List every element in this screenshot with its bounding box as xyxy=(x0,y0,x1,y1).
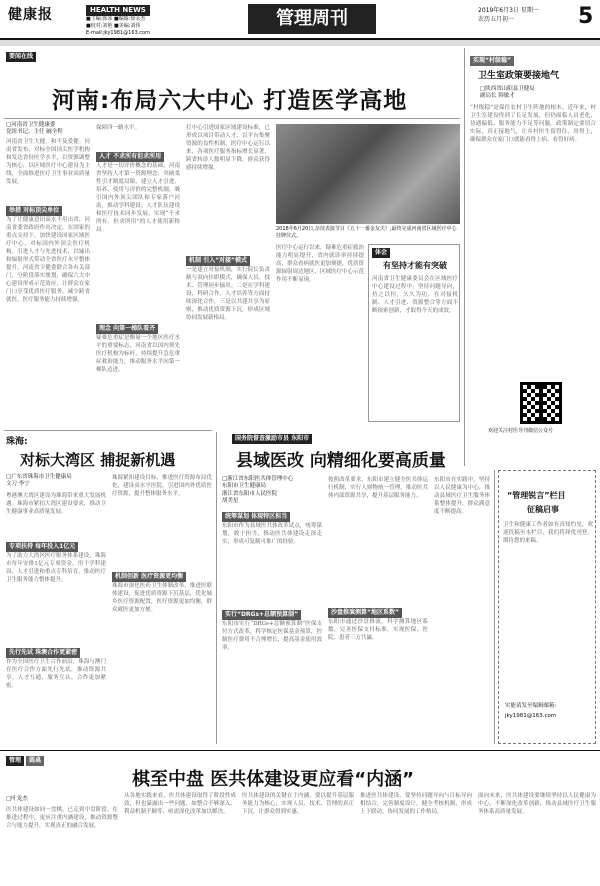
lead-text-col2b: 人才是一切评价概念的基础。河南省坚持人才第一资源理念，突破柔性引才制度局限，建立人才引进、培养、使用与评价的完整机制，吸引国内外顶尖团队和专家落户河南，推动学科建设、人才队伍建设和医疗技术同步发展，实现“不求所有，但求所用”的人才使用新格局。 xyxy=(96,163,180,233)
zhuhai-tag: 珠海: xyxy=(6,437,28,447)
section-en-label: HEALTH NEWS xyxy=(86,5,150,16)
bottom-text-1: 医共体建设如同一盘棋，已走到中盘阶段。在推进过程中，更应注重内涵建设，推动资源整合与能力提升，实现真正的融合发展。 xyxy=(6,807,118,829)
zhuhai-text-2: 为了助力大湾区医疗服务体系建设，珠海市每年安排1亿元专项资金，用于学科建设、人才引进和重点专科培育，推动医疗卫生服务能力整体提升。 xyxy=(6,553,106,583)
zhuhai-text-5: 珠海市深化医药卫生体制改革，推进医联体建设，促进优质资源下沉基层，优化城乡医疗资源配置，医疗资源更加均衡，群众就医更加方便。 xyxy=(112,583,212,613)
lead-text-col3: 打中心引进国家区域建设标准，已形成以项目带动人才、以平台集聚资源的良性机制。医疗中心运行以来，各项医疗服务指标增长显著，跨省转诊人数明显下降，群众获得感持续增强。 xyxy=(186,125,270,171)
lead-box-tag: 体会 xyxy=(372,248,390,258)
county-section-2: 实行“DRGs+总额预算制” xyxy=(222,608,301,622)
lead-text-col1b: 为了让健康意识高水不用出省，河南省委省政府作出决定，在国家的重点支持下，加快建设国家区域医疗中心，对标国内外顶尖医疗机构，引进人才与先进技术，以输出和辐射形式带动全省医疗水平整体提升。河南省卫健委联合各有关部门，分阶段落实规划，确保六大中心建设形成示范效应，让群众在家门口享受优质医疗服务，减少跨省就医，医疗服务能力持续增强。 xyxy=(6,217,90,303)
lead-box-text: 河南省卫生健康委员会在区域医疗中心建设过程中，坚持问题导向，持之以恒，久久为功，在对接机制、人才引进、资源整合等方面不断探索创新，才取得今天的成效。 xyxy=(372,276,458,314)
lunar-date: 农历五月初一 xyxy=(478,16,515,23)
lead-photo-caption: 2018年6月20日,杂技表演节目《五十一番金友夫》,最终完成河南省区域医疗中心挂牌仪式。 xyxy=(276,226,457,239)
editor-line: ■主编:韩冰 ■编辑:徐永杰 xyxy=(86,16,146,22)
county-text-1: 东阳市作为县域医共体改革试点，统筹谋划，敢于担当，推动医共体建设走深走实，形成可复制可推广的经验。 xyxy=(222,523,322,545)
bottom-tag: 管理 圆桌 xyxy=(6,756,44,766)
divider xyxy=(4,430,212,431)
issue-date: 2019年6月3日 xyxy=(478,7,519,14)
header-subrule xyxy=(0,40,600,46)
county-text-4: 东阳市通过沙盘推演，科学测算地区系数，完善医保支付标准，实现医保、医院、患者三方共赢。 xyxy=(328,619,428,641)
zhuhai-text-3: 作为全国医疗卫生合作前沿，珠海与澳门在医疗合作方面先行先试，推动资源共享、人才互通、服务互认，合作更加紧密。 xyxy=(6,659,106,689)
lead-box-title: 有坚持才能有突破 xyxy=(383,261,447,270)
zhuhai-headline: 对标大湾区 捕捉新机遇 xyxy=(20,451,176,469)
lead-photo xyxy=(276,124,460,224)
right-top-tag: 实现“村级稳” xyxy=(470,56,514,66)
bottom-text-2: 从各地实践来看，医共体建设取得了阶段性成效，但也暴露出一些问题，如整合不够深入、利益机制不顺等，亟需深化改革加以解决。 xyxy=(124,793,236,815)
column-notice-subtitle: 征稿启事 xyxy=(527,505,559,514)
editor-email: E-mail:jky1981@163.com xyxy=(86,30,150,36)
county-section-3: 沙盘推演测算“地区系数” xyxy=(328,606,402,620)
lead-section-1: 举措 对标顶尖单位 xyxy=(6,204,62,218)
qr-caption: 欢迎关注村医导刊微信公众号 xyxy=(488,428,554,434)
lead-headline: 河南:布局六大中心 打造医学高地 xyxy=(52,88,408,114)
zhuhai-byline: □广东省珠海市卫生健康局 文刀 李宁 xyxy=(6,474,72,488)
lead-text-col4: 医疗中心运行以来，疑难危重症救治能力明显提升，省内就诊率持续提高，群众看病就医更加便捷，优质资源辐射周边地区，区域医疗中心示范作用不断显现。 xyxy=(276,245,364,283)
weekday: 星期一 xyxy=(520,7,539,14)
column-divider xyxy=(216,432,217,744)
lead-box xyxy=(368,244,460,422)
divider xyxy=(4,118,460,119)
county-text-3: 按照改革要求，东阳市建立健全医共体运行机制，实行人财物统一管理，推动医共体内部资源共享，提升基层服务能力。 xyxy=(328,477,428,499)
qr-code-icon[interactable] xyxy=(520,382,562,424)
county-headline: 县域医改 向精细化要高质量 xyxy=(236,451,446,471)
lead-text-col3b: 一是建立对接机制，实行院长负责制与双向挂职模式，确保人员、技术、管理同步输出。二是在学科建设、科研合作、人才培养等方面持续深化合作，三是以共建共享为原则，推动优质资源下沉，形成区域协同发展新格局。 xyxy=(186,267,270,321)
page-number: 5 xyxy=(578,4,594,29)
column-divider xyxy=(494,470,495,744)
lead-byline: □河南省卫生健康委 党组书记、主任 阚全程 xyxy=(6,122,63,136)
newspaper-logo: 健康报 xyxy=(8,7,53,23)
zhuhai-text-4: 珠海紧扣建设目标，推进医疗资源布局优化，建设高水平医院，引进国内外优质医疗资源，提升整体服务水平。 xyxy=(112,475,212,497)
divider xyxy=(0,750,600,751)
editor-line: ■校对:刘艳 ■美编:刘伟 xyxy=(86,23,141,29)
editor-info xyxy=(86,16,216,37)
right-top-byline: □陕西省山阳县卫健局 副局长 韩敏才 xyxy=(480,86,535,100)
column-notice-email[interactable]: jky1981@163.com xyxy=(505,713,557,719)
zhuhai-section-2: 机制创新 医疗资源更均衡 xyxy=(112,570,186,584)
date-block xyxy=(478,6,539,24)
county-text-2: 东阳市实行“DRGs+总额预算制”医保支付方式改革，科学核定医保基金预算，控制医疗费用不合理增长，提高基金使用效率。 xyxy=(222,621,322,651)
lead-text-col2: 保障四一路水平。 xyxy=(96,125,141,131)
lead-section-4: 理念 向第一梯队看齐 xyxy=(96,322,158,336)
bottom-headline: 棋至中盘 医共体建设更应看“内涵” xyxy=(132,769,414,790)
lead-text-col2c: 疑难危重症是衡量一个地区医疗水平的重要标志。河南省以国内领先医疗机构为标杆，持续提升急危重症救治能力，推动服务水平向第一梯队迈进。 xyxy=(96,335,180,373)
column-notice-text: 卫生和健康工作者如有真知灼见，欢迎投稿至本栏目，我们将择优刊登，期待您的来稿。 xyxy=(503,522,593,544)
right-top-text: “村级稳”是保住农村卫生阵地的根本。近年来，村卫生室建设得到了长足发展，但仍面临人员老化、待遇偏低、服务能力不足等问题。政策制定要切合实际，真正接地气，让乡村医生留得住、用得上，确保群众在家门口就能看得上病、看得好病。 xyxy=(470,105,596,143)
lead-section-2: 人才 不求所有但求所用 xyxy=(96,150,164,164)
column-notice-contact: 实能请发至编辑邮箱: xyxy=(505,703,557,709)
county-tag: 国务院督查激励市县 东阳市 xyxy=(232,434,312,444)
county-byline: □浙江省东阳医共体管理中心 东阳市卫生健康局 浙江省东阳市人民医院 胡美星 xyxy=(222,476,294,505)
section-title: 管理周刊 xyxy=(248,4,376,34)
zhuhai-section-3: 先行先试 珠澳合作更紧密 xyxy=(6,646,80,660)
right-top-title: 卫生室政策要接地气 xyxy=(478,71,560,81)
bottom-text-4: 推进医共体建设，要坚持问题导向与目标导向相结合，完善制度设计，健全考核机制，形成上下联动、协同发展的工作格局。 xyxy=(360,793,472,815)
lead-tag: 要闻在线 xyxy=(6,52,36,62)
column-notice-title: “管理锐言”栏目 xyxy=(507,491,566,500)
zhuhai-section-1: 专项扶持 每年投入1亿元 xyxy=(6,540,78,554)
county-section-1: 统筹谋划 体现特区担当 xyxy=(222,510,290,524)
zhuhai-text-1: 粤港澳大湾区建设为珠海带来重大发展机遇。珠海市紧扣大湾区建设要求，推动卫生健康事业高质量发展。 xyxy=(6,493,106,515)
county-text-5: 东阳市在实践中，坚持以人民健康为中心，推动县域医疗卫生服务体系整体提升，群众满意度不断提高。 xyxy=(434,477,490,515)
lead-text-col1: 河南省卫生大健，和不及爱健。河南省发布，对标全国顶尖医学机构和发达省份医学水平，以资源调整为核心，以区域医疗中心建设为主线，全面推进医疗卫生事业高质量发展。 xyxy=(6,139,90,185)
bottom-byline: □叶龙杰 xyxy=(6,796,28,802)
bottom-text-5: 面向未来，医共体建设要继续坚持以人民健康为中心，不断深化改革创新，推动县域医疗卫生服务体系高质量发展。 xyxy=(478,793,596,815)
lead-section-3: 机制 引入“对接”模式 xyxy=(186,254,250,268)
column-notice xyxy=(498,470,596,744)
column-divider xyxy=(464,48,465,466)
bottom-text-3: 医共体建设的关键在于内涵，要以提升基层服务能力为核心，实现人员、技术、管理的真正下沉，让群众得到实惠。 xyxy=(242,793,354,815)
